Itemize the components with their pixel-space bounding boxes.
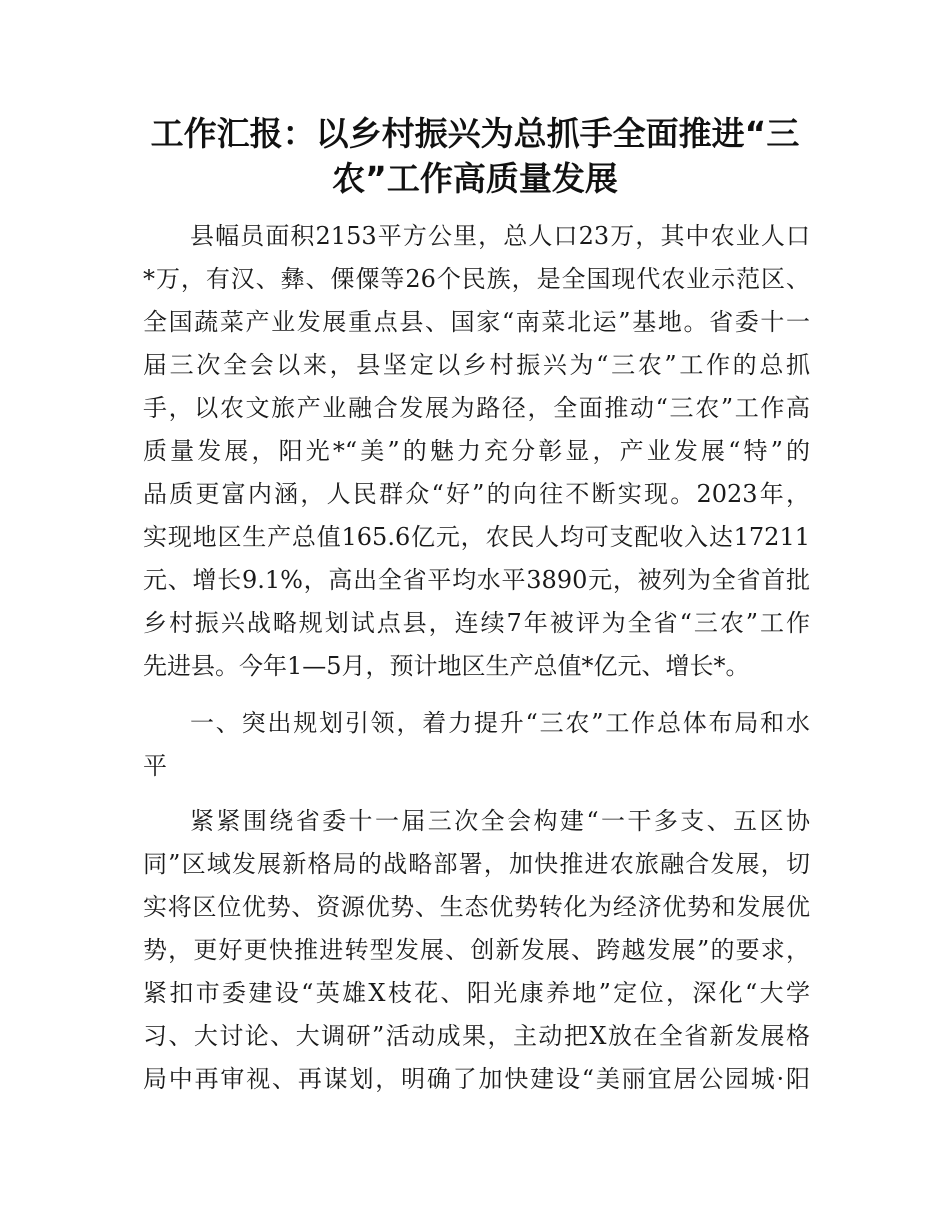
paragraph-1-line-7: 品质更富内涵，人民群众“好”的向往不断实现。2023年，	[143, 480, 810, 508]
paragraph-3-line-6: 习、大讨论、大调研”活动成果，主动把X放在全省新发展格	[143, 1022, 810, 1050]
paragraph-1-line-5: 手，以农文旅产业融合发展为路径，全面推动“三农”工作高	[143, 394, 810, 422]
paragraph-1-line-1: 县幅员面积2153平方公里，总人口23万，其中农业人口	[190, 222, 810, 250]
paragraph-1-line-4: 届三次全会以来，县坚定以乡村振兴为“三农”工作的总抓	[143, 351, 810, 379]
paragraph-1-line-6: 质量发展，阳光*“美”的魅力充分彰显，产业发展“特”的	[143, 437, 810, 465]
paragraph-3-line-3: 实将区位优势、资源优势、生态优势转化为经济优势和发展优	[143, 893, 810, 921]
document-title-line-1: 工作汇报：以乡村振兴为总抓手全面推进“三	[150, 114, 800, 153]
paragraph-1-line-3: 全国蔬菜产业发展重点县、国家“南菜北运”基地。省委十一	[143, 308, 810, 336]
paragraph-1-line-10: 乡村振兴战略规划试点县，连续7年被评为全省“三农”工作	[143, 609, 810, 637]
paragraph-1-line-11: 先进县。今年1—5月，预计地区生产总值*亿元、增长*。	[143, 652, 750, 680]
paragraph-3-line-7: 局中再审视、再谋划，明确了加快建设“美丽宜居公园城·阳	[143, 1065, 810, 1093]
paragraph-3-line-5: 紧扣市委建设“英雄X枝花、阳光康养地”定位，深化“大学	[143, 979, 810, 1007]
paragraph-1-line-8: 实现地区生产总值165.6亿元，农民人均可支配收入达17211	[143, 523, 810, 551]
document-title-line-2: 农”工作高质量发展	[332, 159, 618, 198]
section-heading-line-1: 一、突出规划引领，着力提升“三农”工作总体布局和水	[190, 709, 810, 737]
paragraph-1-line-9: 元、增长9.1%，高出全省平均水平3890元，被列为全省首批	[143, 566, 810, 594]
paragraph-3-line-4: 势，更好更快推进转型发展、创新发展、跨越发展”的要求，	[143, 936, 810, 964]
paragraph-3-line-2: 同”区域发展新格局的战略部署，加快推进农旅融合发展，切	[143, 850, 810, 878]
paragraph-1-line-2: *万，有汉、彝、傈僳等26个民族，是全国现代农业示范区、	[143, 265, 810, 293]
section-heading-line-2: 平	[143, 752, 167, 780]
paragraph-3-line-1: 紧紧围绕省委十一届三次全会构建“一干多支、五区协	[190, 807, 810, 835]
